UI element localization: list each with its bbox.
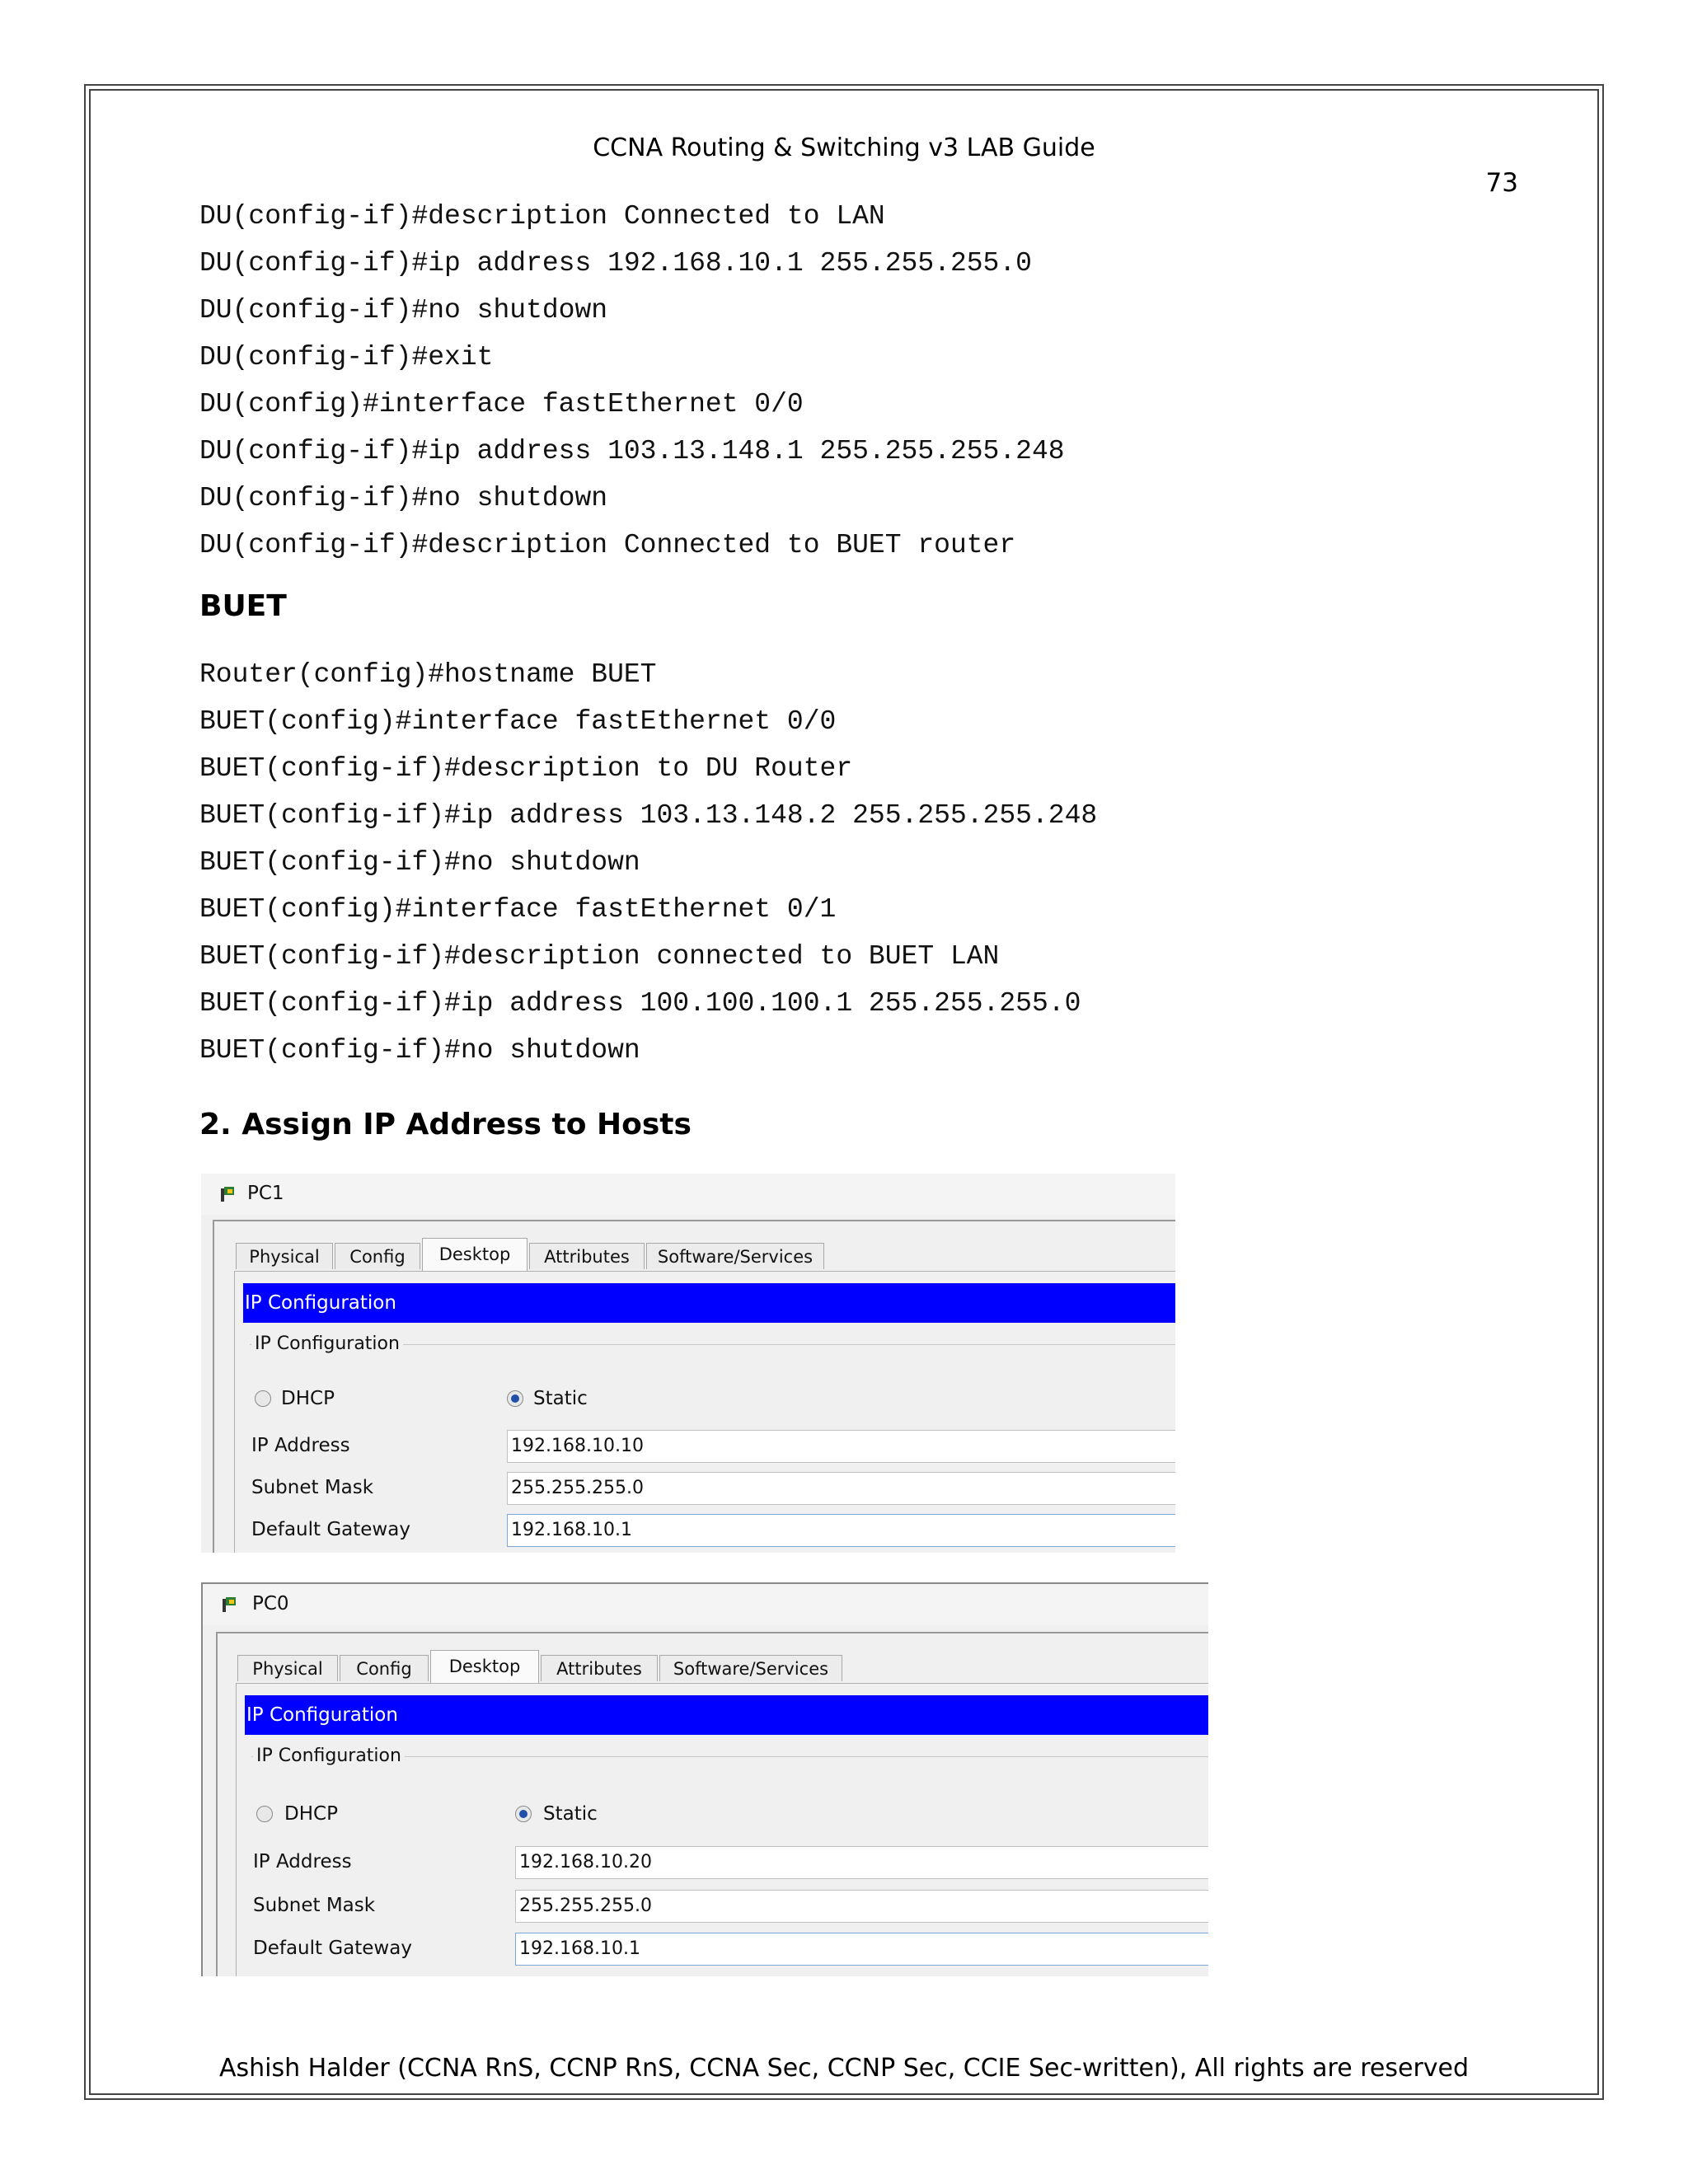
window-titlebar bbox=[203, 1584, 1208, 1625]
window-title: PC1 bbox=[247, 1183, 284, 1204]
code-line: BUET(config-if)#no shutdown bbox=[199, 1035, 640, 1066]
pc0-config-window bbox=[201, 1582, 1208, 1976]
code-line: DU(config-if)#ip address 192.168.10.1 255.255.255.0 bbox=[199, 248, 1032, 279]
window-panel bbox=[213, 1220, 1175, 1553]
section-heading-buet: BUET bbox=[199, 589, 287, 623]
tab-software-services[interactable]: Software/Services bbox=[646, 1243, 824, 1269]
tab-software-services[interactable]: Software/Services bbox=[659, 1655, 842, 1681]
code-line: BUET(config)#interface fastEthernet 0/0 bbox=[199, 706, 837, 737]
default-gateway-input[interactable]: 192.168.10.1 bbox=[515, 1933, 1208, 1966]
pc-device-icon bbox=[219, 1185, 237, 1203]
tab-physical[interactable]: Physical bbox=[236, 1243, 333, 1269]
tab-config[interactable]: Config bbox=[335, 1243, 420, 1269]
ip-configuration-title-bar: IP Configuration bbox=[245, 1695, 1208, 1735]
tab-attributes[interactable]: Attributes bbox=[529, 1243, 645, 1269]
code-line: Router(config)#hostname BUET bbox=[199, 659, 657, 690]
tab-physical[interactable]: Physical bbox=[237, 1655, 338, 1681]
tab-bar bbox=[236, 1238, 1142, 1271]
section-heading-assign-ip: 2. Assign IP Address to Hosts bbox=[199, 1108, 692, 1141]
tab-config[interactable]: Config bbox=[340, 1655, 429, 1681]
static-label: Static bbox=[543, 1803, 598, 1825]
ip-address-input[interactable]: 192.168.10.10 bbox=[507, 1430, 1175, 1463]
code-line: BUET(config-if)#description connected to BUET LAN bbox=[199, 941, 1000, 972]
group-box-label: IP Configuration bbox=[251, 1333, 403, 1356]
default-gateway-input[interactable]: 192.168.10.1 bbox=[507, 1514, 1175, 1547]
dhcp-label: DHCP bbox=[281, 1388, 335, 1409]
tab-desktop[interactable]: Desktop bbox=[422, 1238, 528, 1271]
window-panel bbox=[216, 1632, 1208, 1976]
subnet-mask-input[interactable]: 255.255.255.0 bbox=[507, 1472, 1175, 1505]
code-line: DU(config-if)#no shutdown bbox=[199, 483, 608, 513]
ip-address-label: IP Address bbox=[253, 1851, 352, 1872]
code-line: DU(config)#interface fastEthernet 0/0 bbox=[199, 389, 804, 419]
ip-address-label: IP Address bbox=[251, 1435, 350, 1456]
group-box-label: IP Configuration bbox=[253, 1745, 405, 1768]
subnet-mask-label: Subnet Mask bbox=[251, 1477, 374, 1498]
static-radio[interactable] bbox=[507, 1390, 523, 1407]
dhcp-radio[interactable] bbox=[255, 1390, 271, 1407]
page-number: 73 bbox=[1485, 168, 1518, 198]
code-line: DU(config-if)#description Connected to LAN bbox=[199, 201, 885, 232]
dhcp-label: DHCP bbox=[284, 1803, 338, 1825]
window-title: PC0 bbox=[252, 1593, 289, 1615]
running-header: CCNA Routing & Switching v3 LAB Guide bbox=[593, 134, 1095, 162]
code-line: BUET(config-if)#description to DU Router bbox=[199, 753, 853, 784]
code-line: DU(config-if)#exit bbox=[199, 342, 494, 373]
dhcp-radio[interactable] bbox=[256, 1806, 273, 1822]
static-radio[interactable] bbox=[515, 1806, 532, 1822]
ip-configuration-title-bar: IP Configuration bbox=[243, 1283, 1175, 1323]
subnet-mask-label: Subnet Mask bbox=[253, 1895, 376, 1916]
code-line: BUET(config-if)#no shutdown bbox=[199, 847, 640, 878]
pc1-config-window bbox=[201, 1174, 1175, 1553]
desktop-content bbox=[234, 1271, 1175, 1553]
pc-device-icon bbox=[221, 1596, 239, 1614]
code-line: DU(config-if)#ip address 103.13.148.1 255.255.255.248 bbox=[199, 436, 1065, 466]
code-line: BUET(config-if)#ip address 100.100.100.1 255.255.255.0 bbox=[199, 988, 1081, 1019]
code-line: BUET(config)#interface fastEthernet 0/1 bbox=[199, 894, 837, 925]
tab-bar bbox=[237, 1650, 1177, 1683]
page-footer: Ashish Halder (CCNA RnS, CCNP RnS, CCNA Sec, CCNP Sec, CCIE Sec-written), All rights are reserved bbox=[218, 2054, 1470, 2083]
code-line: BUET(config-if)#ip address 103.13.148.2 255.255.255.248 bbox=[199, 800, 1098, 831]
tab-attributes[interactable]: Attributes bbox=[541, 1655, 658, 1681]
tab-desktop[interactable]: Desktop bbox=[430, 1650, 539, 1683]
static-label: Static bbox=[533, 1388, 588, 1409]
ip-address-input[interactable]: 192.168.10.20 bbox=[515, 1846, 1208, 1879]
default-gateway-label: Default Gateway bbox=[251, 1519, 410, 1540]
desktop-content bbox=[236, 1683, 1208, 1976]
subnet-mask-input[interactable]: 255.255.255.0 bbox=[515, 1890, 1208, 1923]
window-titlebar bbox=[201, 1174, 1175, 1215]
default-gateway-label: Default Gateway bbox=[253, 1938, 412, 1959]
code-line: DU(config-if)#no shutdown bbox=[199, 295, 608, 326]
code-line: DU(config-if)#description Connected to BUET router bbox=[199, 530, 1016, 560]
